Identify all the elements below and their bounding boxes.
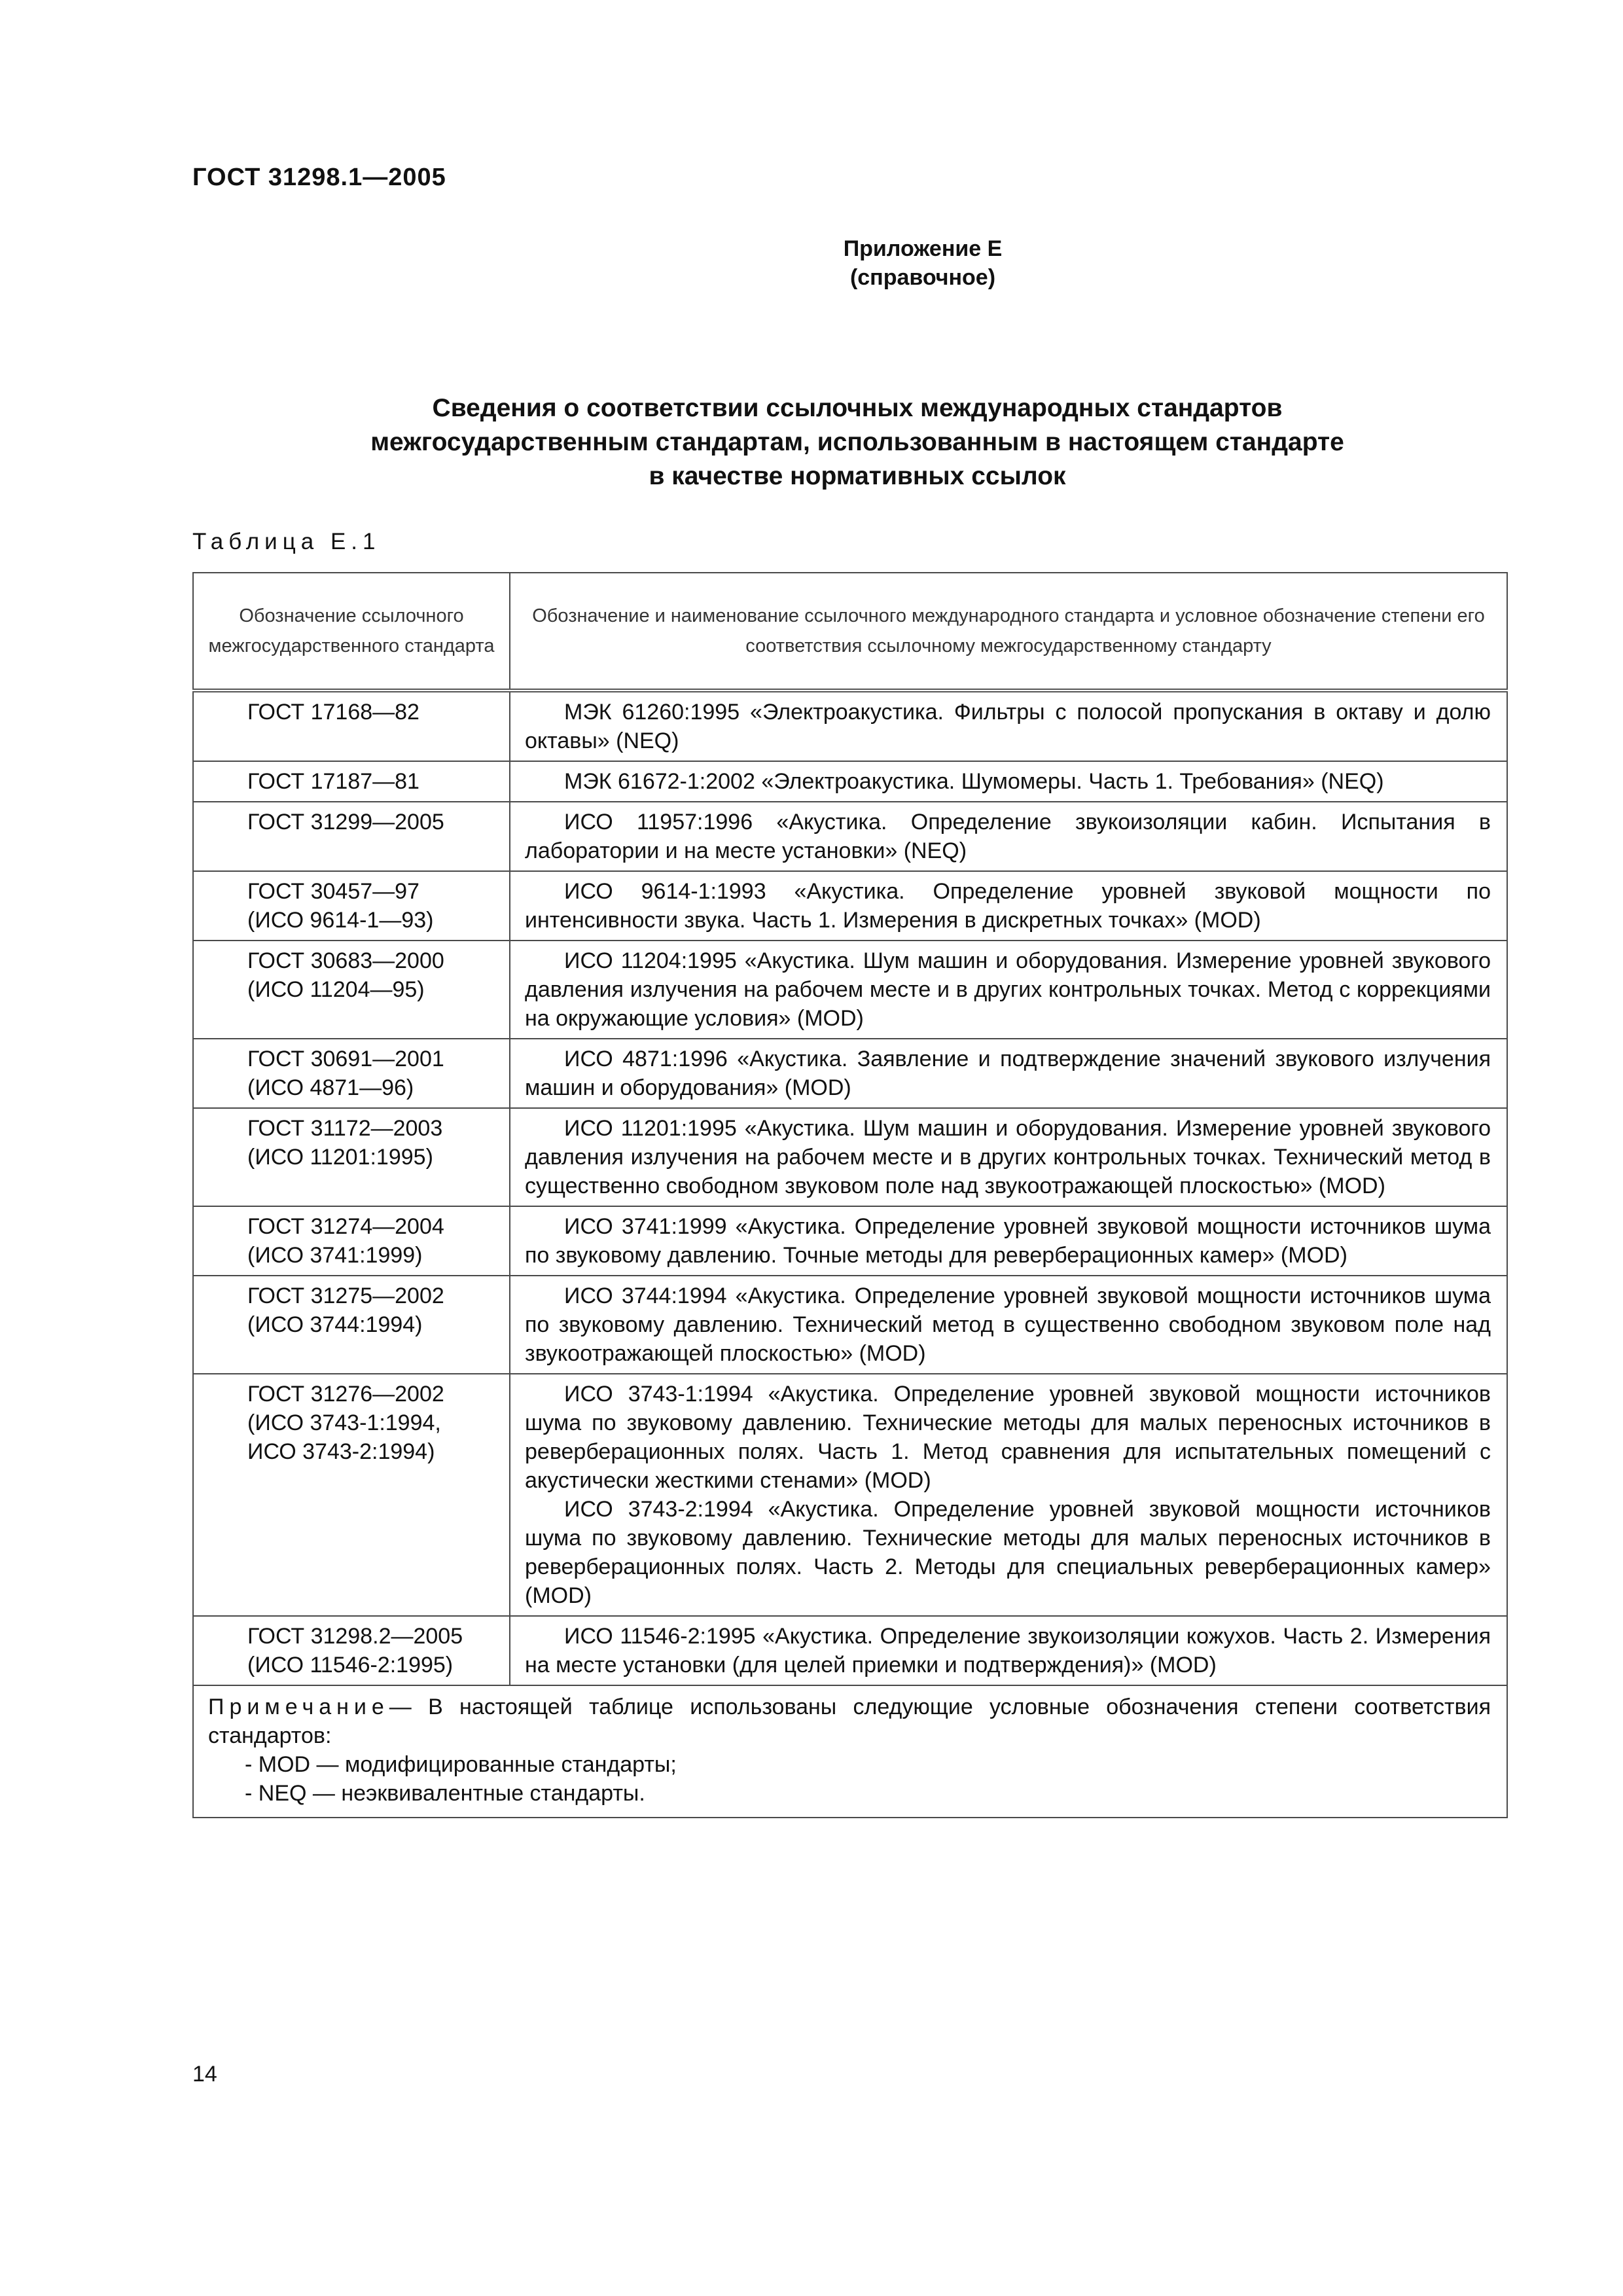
table-row [193,941,1507,1039]
intl-standard-cell [510,1206,1507,1276]
table-row [193,691,1507,761]
table-row [193,1374,1507,1616]
intl-standard-cell [510,1616,1507,1685]
annex-title: Приложение Е [843,236,1003,261]
ref-standard-cell [193,1039,510,1108]
intl-standard-text: ИСО 4871:1996 «Акустика. Заявление и подтверждение значений звукового излучения машин и оборудования» (MOD) [525,1047,1491,1100]
note-item: - NEQ — неэквивалентные стандарты. [245,1781,645,1806]
title-line: в качестве нормативных ссылок [649,462,1066,490]
ref-standard-line: ГОСТ 31298.2—2005 [247,1624,463,1649]
intl-standard-cell [510,1108,1507,1206]
table-note [193,1685,1507,1818]
ref-standard-cell [193,1108,510,1206]
note-body: — В настоящей таблице использованы следующие условные обозначения степени соответствия стандартов: [208,1695,1491,1748]
table-row [193,1108,1507,1206]
ref-standard-line: ГОСТ 31172—2003 [247,1116,443,1141]
ref-standard-line: ГОСТ 17187—81 [247,769,419,794]
ref-standard-line: ГОСТ 31276—2002 [247,1382,444,1407]
ref-standard-line: (ИСО 3741:1999) [247,1243,423,1268]
annex-type: (справочное) [849,265,996,290]
ref-standard-cell [193,1206,510,1276]
table-label: Таблица Е.1 [192,529,381,554]
note-lead: Примечание [208,1695,389,1719]
ref-standard-line: ИСО 3743-2:1994) [247,1439,435,1464]
ref-standard-line: ГОСТ 30691—2001 [247,1047,444,1071]
table-row [193,761,1507,802]
table-row [193,1039,1507,1108]
ref-standard-line: (ИСО 9614-1—93) [247,908,434,933]
standards-table-container [192,572,1508,1818]
note-row [193,1685,1507,1818]
ref-standard-line: (ИСО 3743-1:1994, [247,1410,441,1435]
intl-standard-cell [510,691,1507,761]
ref-standard-line: ГОСТ 30457—97 [247,879,419,904]
ref-standard-line: ГОСТ 31299—2005 [247,810,444,834]
intl-standard-cell [510,802,1507,871]
intl-standard-text: ИСО 3744:1994 «Акустика. Определение уровней звуковой мощности источников шума по звуковому давлению. Технический метод в существенно свободном звуковом поле над звукоотражающей плоскостью» (MOD) [525,1283,1491,1366]
document-code: ГОСТ 31298.1—2005 [192,164,446,191]
intl-standard-text: ИСО 11204:1995 «Акустика. Шум машин и оборудования. Измерение уровней звукового давления излучения на рабочем месте и в других контрольных точках. Метод с коррекциями на окружающие условия» (MOD) [525,948,1491,1031]
intl-standard-cell [510,1276,1507,1374]
ref-standard-line: (ИСО 11204—95) [247,977,425,1002]
table-row [193,1276,1507,1374]
intl-standard-cell [510,761,1507,802]
ref-standard-cell [193,1276,510,1374]
intl-standard-text: ИСО 3743-1:1994 «Акустика. Определение уровней звуковой мощности источников шума по звуковому давлению. Технические методы для малых переносных источников в реверберационных полях. Часть 1. Метод сравнения для испытательных помещений с акустически жесткими стенами» (MOD) [525,1382,1491,1493]
header-ref-standard: Обозначение ссылочного межгосударственного стандарта [193,573,510,691]
note-item: - MOD — модифицированные стандарты; [245,1752,677,1777]
table-row [193,1206,1507,1276]
note-text [208,1693,1491,1750]
intl-standard-text: МЭК 61672-1:2002 «Электроакустика. Шумомеры. Часть 1. Требования» (NEQ) [564,769,1384,794]
table-body [193,691,1507,1685]
intl-standard-cell [510,941,1507,1039]
intl-standard-text: МЭК 61260:1995 «Электроакустика. Фильтры с полосой пропускания в октаву и долю октавы» (NEQ) [525,700,1491,753]
table-header-row [193,573,1507,691]
ref-standard-cell [193,871,510,941]
section-title [242,391,1472,493]
intl-standard-text: ИСО 3741:1999 «Акустика. Определение уровней звуковой мощности источников шума по звуковому давлению. Точные методы для реверберационных камер» (MOD) [525,1214,1491,1268]
ref-standard-cell [193,802,510,871]
ref-standard-cell [193,1616,510,1685]
table-row [193,1616,1507,1685]
ref-standard-line: ГОСТ 17168—82 [247,700,419,725]
intl-standard-text: ИСО 11201:1995 «Акустика. Шум машин и оборудования. Измерение уровней звукового давления излучения на рабочем месте и в других контрольных точках. Технический метод в существенно свободном звуковом поле над звукоотражающей плоскостью» (MOD) [525,1116,1491,1198]
ref-standard-line: ГОСТ 31275—2002 [247,1283,444,1308]
ref-standard-line: (ИСО 11546-2:1995) [247,1653,454,1677]
title-line: межгосударственным стандартам, использованным в настоящем стандарте [370,428,1344,456]
intl-standard-cell [510,1039,1507,1108]
standards-table [192,572,1508,1818]
intl-standard-text: ИСО 11546-2:1995 «Акустика. Определение звукоизоляции кожухов. Часть 2. Измерения на месте установки (для целей приемки и подтверждения)» (MOD) [525,1624,1491,1677]
ref-standard-cell [193,691,510,761]
ref-standard-line: (ИСО 3744:1994) [247,1312,423,1337]
title-line: Сведения о соответствии ссылочных международных стандартов [432,394,1283,422]
intl-standard-text: ИСО 11957:1996 «Акустика. Определение звукоизоляции кабин. Испытания в лаборатории и на месте установки» (NEQ) [525,810,1491,863]
intl-standard-text: ИСО 9614-1:1993 «Акустика. Определение уровней звуковой мощности по интенсивности звука. Часть 1. Измерения в дискретных точках» (MOD) [525,879,1491,933]
table-row [193,871,1507,941]
intl-standard-cell [510,1374,1507,1616]
ref-standard-cell [193,941,510,1039]
intl-standard-cell [510,871,1507,941]
ref-standard-line: ГОСТ 30683—2000 [247,948,444,973]
ref-standard-line: (ИСО 4871—96) [247,1075,414,1100]
ref-standard-line: (ИСО 11201:1995) [247,1145,433,1170]
annex-heading [740,234,1106,292]
intl-standard-text: ИСО 3743-2:1994 «Акустика. Определение уровней звуковой мощности источников шума по звуковому давлению. Технические методы для малых переносных источников в реверберационных полях. Часть 2. Методы для специальных реверберационных камер» (MOD) [525,1497,1491,1608]
table-row [193,802,1507,871]
page-number: 14 [192,2062,217,2087]
ref-standard-cell [193,761,510,802]
header-intl-standard: Обозначение и наименование ссылочного международного стандарта и условное обозначение степени его соответствия ссылочному межгосударственному стандарту [510,573,1507,691]
ref-standard-line: ГОСТ 31274—2004 [247,1214,444,1239]
ref-standard-cell [193,1374,510,1616]
